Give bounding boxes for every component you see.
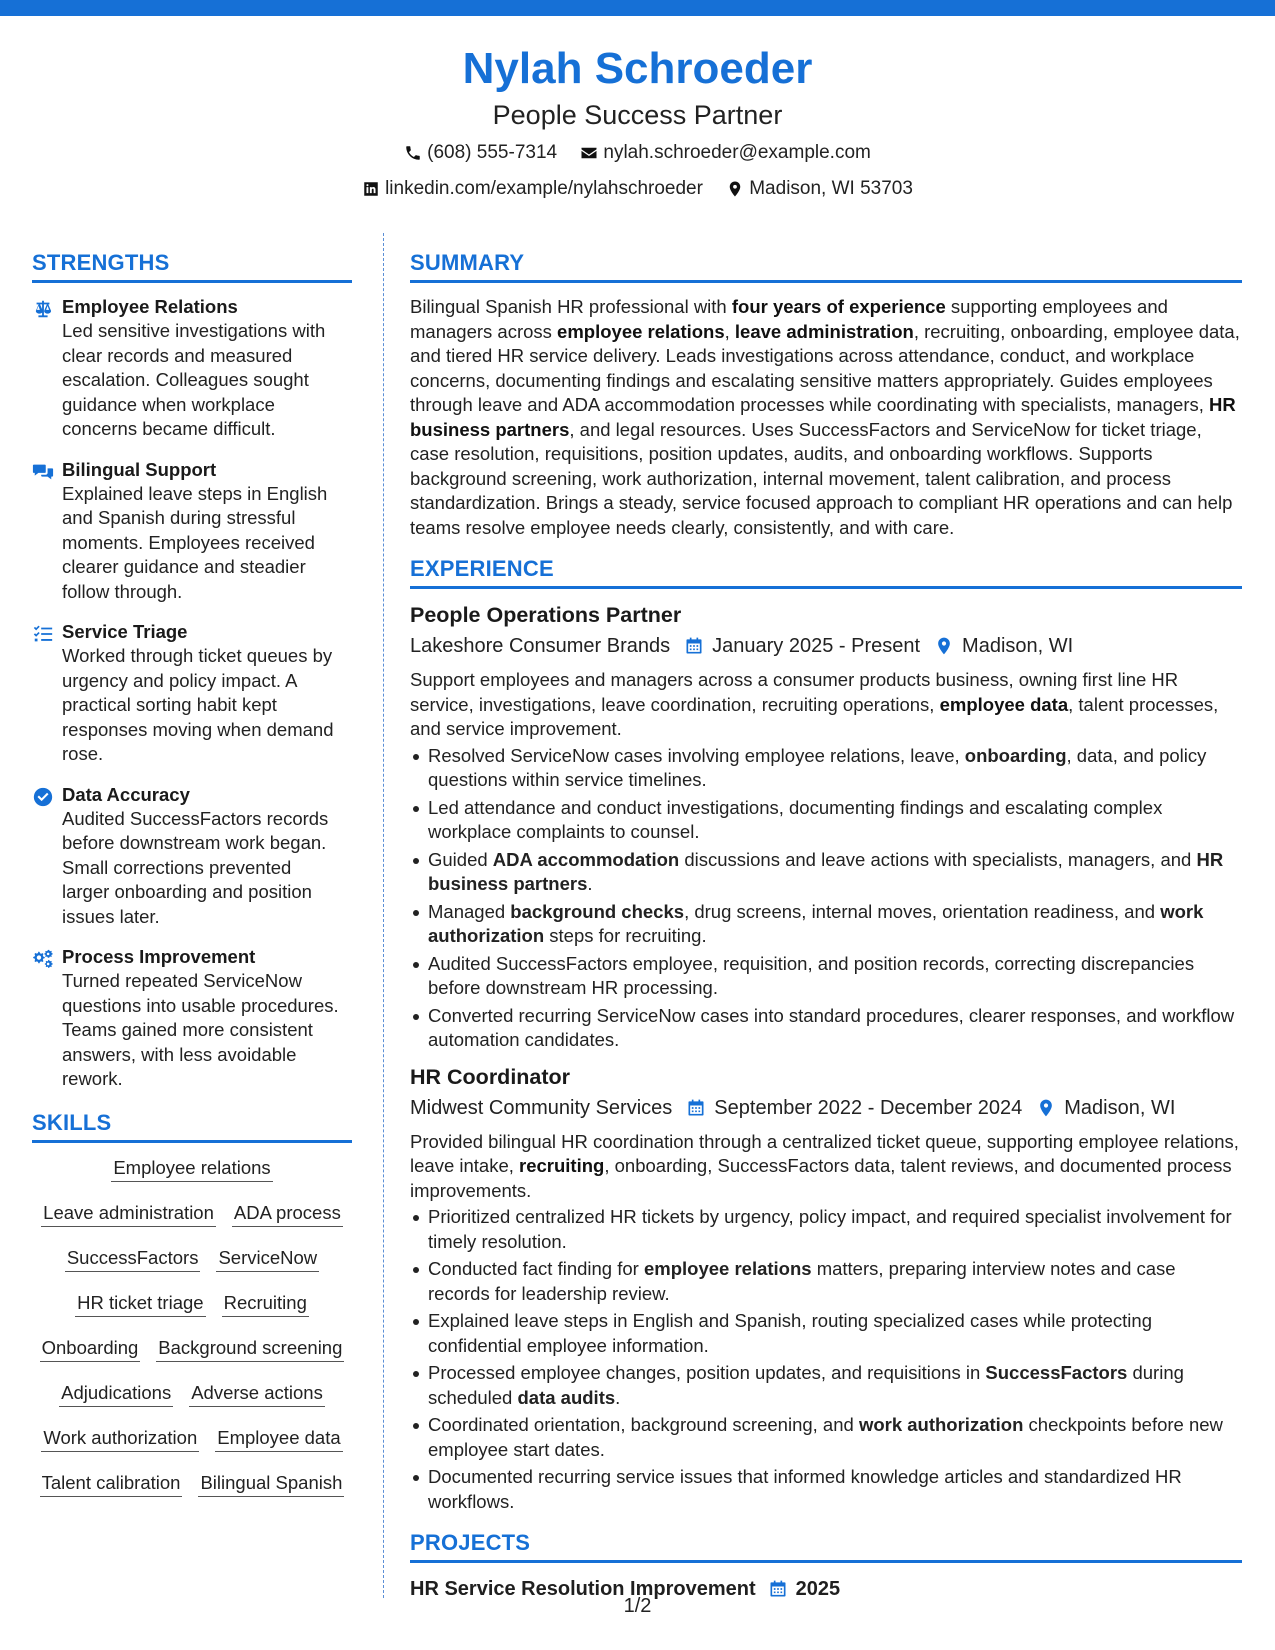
emphasis: HR business partners — [428, 848, 1224, 894]
strength-item — [32, 783, 352, 930]
skills-heading: SKILLS — [32, 1108, 352, 1143]
strength-desc: Audited SuccessFactors records before downstream work began. Small corrections prevented larger onboarding and position issues later. — [62, 807, 329, 927]
chat-bubbles-icon — [32, 461, 54, 483]
location-text: Madison, WI 53703 — [749, 178, 913, 199]
strength-item — [32, 295, 352, 442]
summary-heading: SUMMARY — [410, 248, 1242, 283]
job-dates-text: September 2022 - December 2024 — [714, 1096, 1023, 1119]
job-location-text: Madison, WI — [962, 635, 1074, 657]
strength-title: Process Improvement — [62, 946, 256, 967]
phone-contact[interactable] — [404, 138, 557, 168]
job-location — [1036, 1094, 1175, 1122]
bullet-item: Processed employee changes, position updates, and requisitions in SuccessFactors during scheduled data audits. — [428, 1361, 1242, 1410]
candidate-name: Nylah Schroeder — [462, 44, 813, 93]
main-column — [410, 248, 1242, 1603]
skill-row — [32, 1155, 352, 1200]
contact-row-2 — [0, 174, 1275, 204]
resume-header — [0, 40, 1275, 204]
page-number: 1/2 — [623, 1595, 652, 1617]
skill-row — [32, 1380, 352, 1425]
job-company: Lakeshore Consumer Brands — [410, 635, 671, 657]
job-dates — [686, 1094, 1022, 1122]
linkedin-icon — [362, 180, 380, 198]
emphasis: four years of experience — [731, 296, 946, 317]
bullet-item: Audited SuccessFactors employee, requisition, and position records, correcting discrepancies before downstream HR processing. — [428, 952, 1242, 1001]
checklist-icon — [32, 623, 54, 645]
email-contact[interactable] — [580, 138, 870, 168]
projects-heading: PROJECTS — [410, 1528, 1242, 1563]
skill-tag: Onboarding — [40, 1335, 141, 1362]
skill-tag: ServiceNow — [216, 1245, 319, 1272]
job-intro: Provided bilingual HR coordination through a centralized ticket queue, supporting employee relations, leave intake, recruiting, onboarding, SuccessFactors data, talent reviews, and documented process improvements. — [410, 1130, 1239, 1201]
map-pin-icon — [934, 636, 954, 656]
strength-item — [32, 458, 352, 605]
emphasis: employee relations — [643, 1258, 812, 1279]
job-location — [934, 632, 1073, 660]
experience-list — [410, 601, 1242, 1514]
emphasis: SuccessFactors — [985, 1362, 1128, 1383]
job-meta — [410, 1094, 1242, 1122]
skill-tag: Adjudications — [59, 1380, 173, 1407]
emphasis: work authorization — [858, 1414, 1024, 1435]
top-accent-bar — [0, 0, 1275, 16]
job-dates — [684, 632, 920, 660]
job-meta — [410, 632, 1242, 660]
skill-tag: Employee relations — [111, 1155, 272, 1182]
skill-tag: Bilingual Spanish — [198, 1470, 344, 1497]
emphasis: employee relations — [557, 320, 725, 342]
scale-icon — [32, 298, 54, 320]
skill-tag: ADA process — [232, 1200, 343, 1227]
skill-tag: Talent calibration — [40, 1470, 183, 1497]
skill-row — [32, 1200, 352, 1245]
job-company: Midwest Community Services — [410, 1096, 673, 1119]
skill-tag: Background screening — [156, 1335, 344, 1362]
linkedin-contact[interactable] — [362, 174, 703, 204]
emphasis: recruiting — [519, 1155, 605, 1176]
skill-tag: Leave administration — [41, 1200, 216, 1227]
bullet-item: Resolved ServiceNow cases involving employee relations, leave, onboarding, data, and policy questions within service timelines. — [428, 744, 1242, 793]
project-year: 2025 — [795, 1578, 841, 1600]
strength-title: Service Triage — [62, 621, 188, 642]
skill-tag: Adverse actions — [189, 1380, 325, 1407]
bullet-item: Managed background checks, drug screens, internal moves, orientation readiness, and work authorization steps for recruiting. — [428, 900, 1242, 949]
project-title: HR Service Resolution Improvement — [410, 1578, 756, 1600]
skill-tag: SuccessFactors — [65, 1245, 201, 1272]
strength-title: Bilingual Support — [62, 458, 217, 480]
strength-item — [32, 945, 352, 1092]
bullet-item: Guided ADA accommodation discussions and leave actions with specialists, managers, and HR business partners. — [428, 848, 1242, 897]
summary-text: Bilingual Spanish HR professional with four years of experience supporting employees and managers across employee relations, leave administration, recruiting, onboarding, employee data, and tiered HR service delivery. Leads investigations across attendance, conduct, and workplace concerns, documenting findings and escalating sensitive matters appropriately. Guides employees through leave and ADA accommodation processes while coordinating with specialists, managers, HR business partners, and legal resources. Uses SuccessFactors and ServiceNow for ticket triage, case resolution, requisitions, position updates, audits, and onboarding workflows. Supports background screening, work authorization, internal movement, talent calibration, and process standardization. Brings a steady, service focused approach to compliant HR operations and can help teams resolve employee needs clearly, consistently, and with care. — [410, 296, 1240, 538]
skill-row — [32, 1335, 352, 1380]
emphasis: ADA accommodation — [492, 848, 680, 870]
job-bullets — [410, 744, 1242, 1053]
emphasis: employee data — [939, 693, 1069, 715]
check-circle-icon — [32, 786, 54, 808]
skill-tag: Work authorization — [41, 1425, 199, 1452]
phone-text: (608) 555-7314 — [427, 142, 558, 163]
candidate-role: People Success Partner — [492, 100, 783, 130]
map-pin-icon — [726, 180, 744, 198]
location-contact — [726, 174, 913, 204]
bullet-item: Explained leave steps in English and Spanish, routing specialized cases while protecting confidential employee information. — [428, 1309, 1242, 1358]
gears-icon — [32, 948, 54, 970]
envelope-icon — [580, 144, 598, 162]
bullet-item: Prioritized centralized HR tickets by urgency, policy impact, and required specialist involvement for timely resolution. — [428, 1205, 1242, 1254]
skill-tag: HR ticket triage — [75, 1290, 205, 1317]
sidebar — [32, 248, 352, 1515]
strength-desc: Explained leave steps in English and Spanish during stressful moments. Employees received clearer guidance and steadier follow through. — [62, 482, 328, 602]
bullet-item: Conducted fact finding for employee relations matters, preparing interview notes and case records for leadership review. — [428, 1257, 1242, 1306]
strength-desc: Worked through ticket queues by urgency and policy impact. A practical sorting habit kept responses moving when demand rose. — [62, 645, 334, 764]
skill-tag: Recruiting — [222, 1290, 309, 1317]
emphasis: leave administration — [734, 320, 914, 342]
job-intro: Support employees and managers across a consumer products business, owning first line HR service, investigations, leave coordination, recruiting operations, employee data, talent processes, and service improvement. — [410, 669, 1219, 739]
skill-row — [32, 1245, 352, 1290]
strength-desc: Turned repeated ServiceNow questions into usable procedures. Teams gained more consistent answers, with less avoidable rework. — [62, 970, 339, 1089]
strength-title: Data Accuracy — [62, 783, 190, 805]
job-location-text: Madison, WI — [1064, 1096, 1176, 1119]
linkedin-text: linkedin.com/example/nylahschroeder — [385, 178, 703, 199]
job-bullets — [410, 1205, 1242, 1514]
skill-tag: Employee data — [215, 1425, 342, 1452]
bullet-item: Documented recurring service issues that informed knowledge articles and standardized HR workflows. — [428, 1465, 1242, 1514]
bullet-item: Converted recurring ServiceNow cases into standard procedures, clearer responses, and workflow automation candidates. — [428, 1004, 1242, 1053]
strength-desc: Led sensitive investigations with clear records and measured escalation. Colleagues sought guidance when workplace concerns became difficult. — [62, 320, 326, 439]
column-divider — [383, 233, 384, 1598]
emphasis: HR business partners — [410, 394, 1236, 440]
job-title: People Operations Partner — [410, 603, 682, 627]
experience-heading: EXPERIENCE — [410, 554, 1242, 589]
emphasis: onboarding — [964, 744, 1067, 766]
email-text: nylah.schroeder@example.com — [603, 142, 871, 163]
strength-item — [32, 620, 352, 767]
bullet-item: Coordinated orientation, background screening, and work authorization checkpoints before new employee start dates. — [428, 1413, 1242, 1462]
job-entry — [410, 601, 1242, 1053]
job-dates-text: January 2025 - Present — [712, 635, 921, 657]
contact-row-1 — [0, 138, 1275, 168]
skill-row — [32, 1425, 352, 1470]
skill-row — [32, 1290, 352, 1335]
strengths-heading: STRENGTHS — [32, 248, 352, 283]
strength-title: Employee Relations — [62, 296, 238, 317]
skills-list — [32, 1155, 352, 1515]
emphasis: background checks — [510, 900, 685, 922]
emphasis: data audits — [517, 1386, 616, 1408]
map-pin-icon — [1036, 1098, 1056, 1118]
emphasis: work authorization — [428, 900, 1204, 946]
skill-row — [32, 1470, 352, 1515]
job-entry — [410, 1063, 1242, 1515]
bullet-item: Led attendance and conduct investigations, documenting findings and escalating complex workplace complaints to counsel. — [428, 796, 1242, 845]
job-title: HR Coordinator — [410, 1064, 571, 1089]
calendar-icon — [686, 1098, 706, 1118]
calendar-icon — [684, 636, 704, 656]
phone-icon — [404, 144, 422, 162]
